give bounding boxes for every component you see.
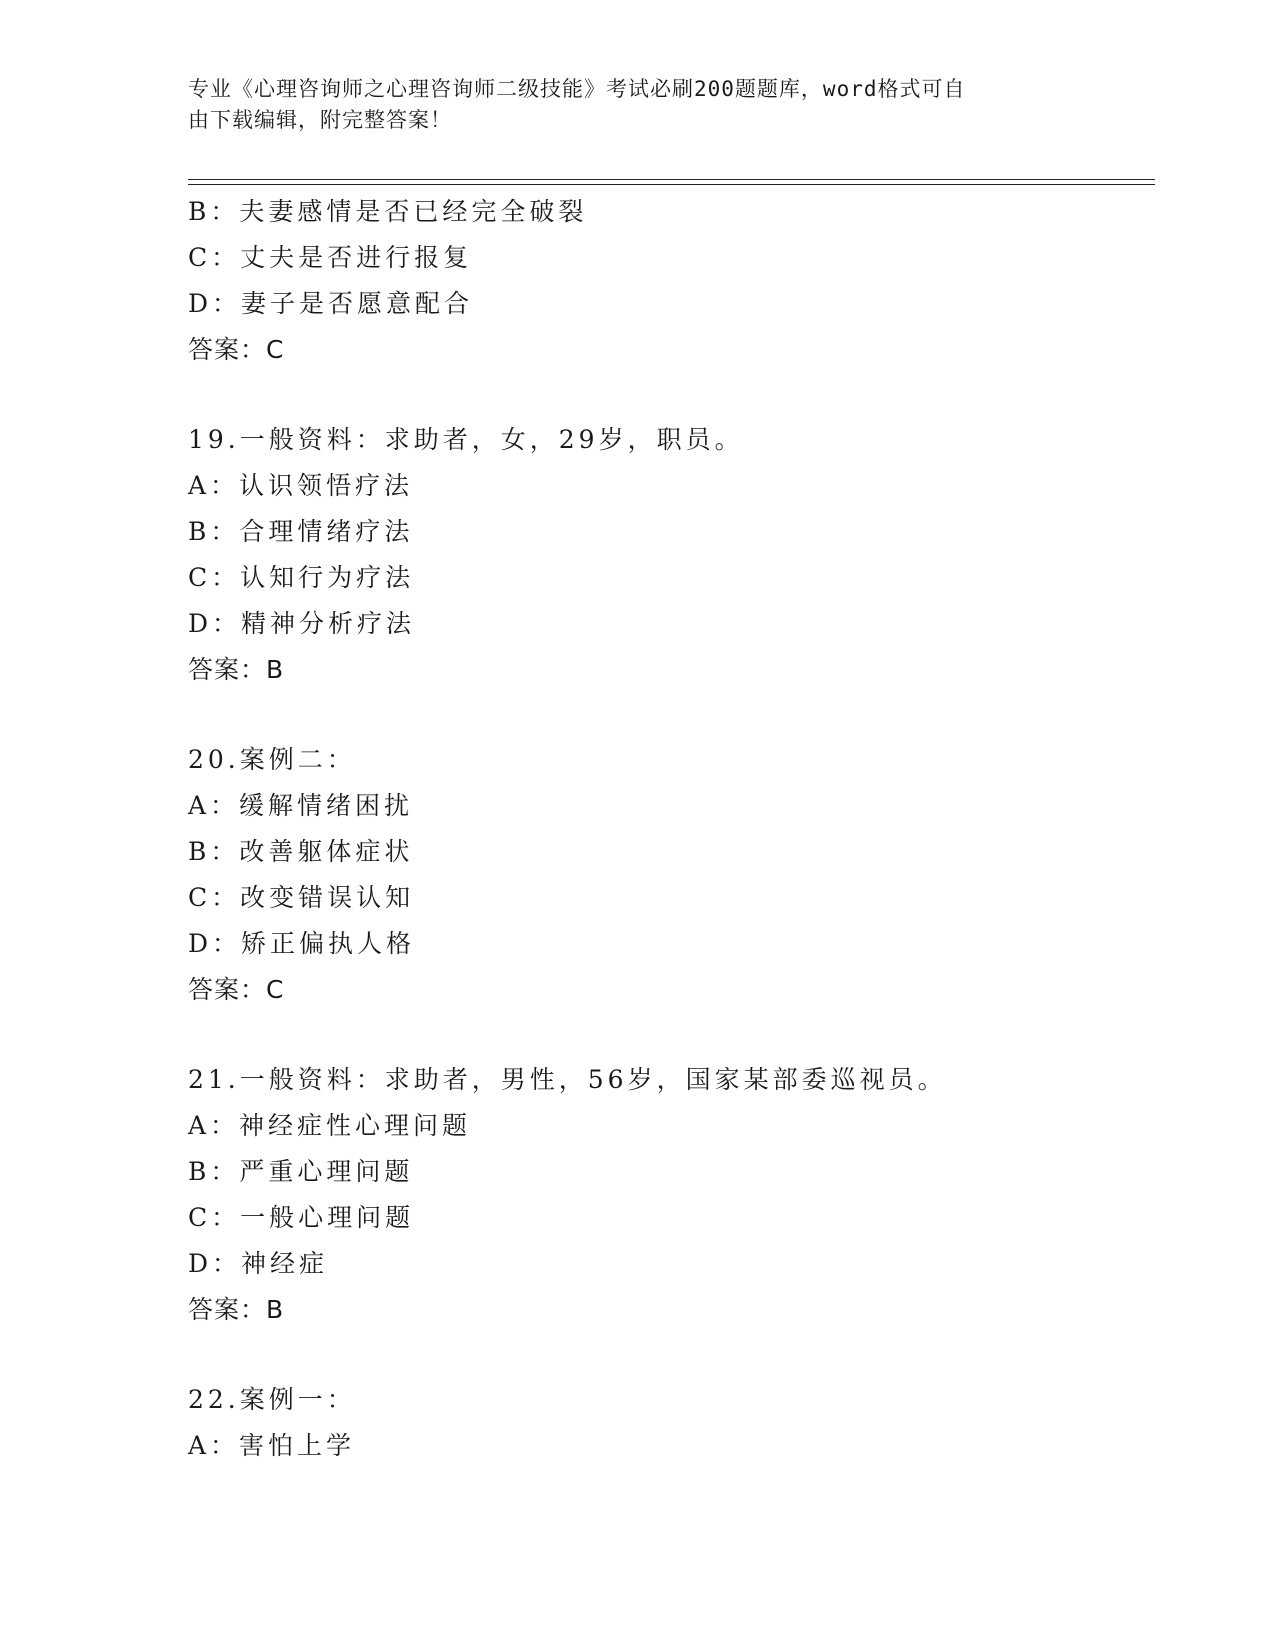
answer: 答案：C — [188, 975, 285, 1004]
option-a: A：认识领悟疗法 — [188, 471, 414, 500]
header-divider-bottom — [188, 184, 1155, 185]
spacer — [188, 1013, 1155, 1057]
option-a: A：缓解情绪困扰 — [188, 791, 414, 820]
option-b: B：夫妻感情是否已经完全破裂 — [188, 197, 588, 226]
spacer — [188, 693, 1155, 737]
option-c: C：改变错误认知 — [188, 883, 415, 912]
option-c: C：一般心理问题 — [188, 1203, 415, 1232]
option-c: C：认知行为疗法 — [188, 563, 415, 592]
answer: 答案：B — [188, 655, 285, 684]
spacer — [188, 373, 1155, 417]
header-line-2: 由下载编辑，附完整答案！ — [188, 108, 452, 132]
question-stem: 20.案例二： — [188, 745, 356, 774]
option-b: B：合理情绪疗法 — [188, 517, 414, 546]
option-c: C：丈夫是否进行报复 — [188, 243, 473, 272]
option-a: A：害怕上学 — [188, 1431, 356, 1460]
question-stem: 22.案例一： — [188, 1385, 356, 1414]
option-d: D：神经症 — [188, 1249, 329, 1278]
question-stem: 19.一般资料：求助者，女，29岁，职员。 — [188, 425, 744, 454]
question-list — [188, 189, 1155, 1469]
question-stem: 21.一般资料：求助者，男性，56岁，国家某部委巡视员。 — [188, 1065, 947, 1094]
answer: 答案：B — [188, 1295, 285, 1324]
header-line-1: 专业《心理咨询师之心理咨询师二级技能》考试必刷200题题库，word格式可自 — [188, 77, 966, 101]
option-b: B：严重心理问题 — [188, 1157, 414, 1186]
option-d: D：矫正偏执人格 — [188, 929, 416, 958]
option-a: A：神经症性心理问题 — [188, 1111, 472, 1140]
document-header — [188, 74, 1068, 136]
option-d: D：妻子是否愿意配合 — [188, 289, 474, 318]
question-21 — [188, 1057, 1155, 1333]
question-20 — [188, 737, 1155, 1013]
answer: 答案：C — [188, 335, 285, 364]
question-19 — [188, 417, 1155, 693]
question-18-continuation — [188, 189, 1155, 373]
question-22 — [188, 1377, 1155, 1469]
spacer — [188, 1333, 1155, 1377]
option-b: B：改善躯体症状 — [188, 837, 414, 866]
header-divider-top — [188, 179, 1155, 180]
option-d: D：精神分析疗法 — [188, 609, 416, 638]
